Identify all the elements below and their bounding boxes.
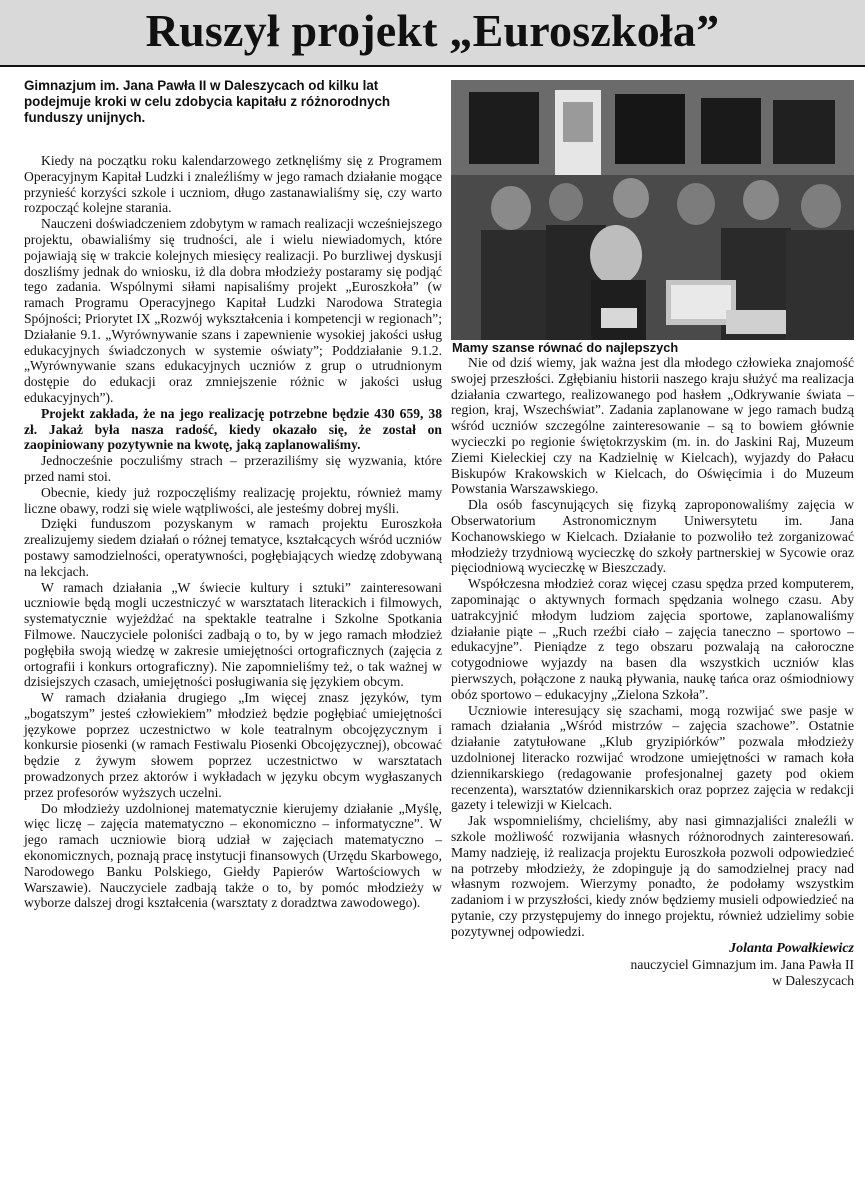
students-photo-image	[451, 80, 854, 340]
article-paragraph: Jednocześnie poczuliśmy strach – przeraziliśmy się wyzwania, które przed nami stoi.	[24, 453, 442, 484]
article-paragraph: Nie od dziś wiemy, jak ważna jest dla młodego człowieka znajomość swojej przeszłości. Zgłębianiu historii naszego kraju służyć ma realizacja działania czwartego, realizowanego pod hasłem „Odkrywanie świata – region, kraj, Wszechświat”. Zadania zaplanowane w jego ramach budzą wśród uczniów szczególne zainteresowanie – są to bowiem głównie wycieczki po regionie świętokrzyskim (m. in. do Jaskini Raj, Muzeum Ziemi Kieleckiej czy na Kadzielnię w Kielcach), wyjazdy do Pałacu Biskupów Krakowskich w Kielcach, do Oświęcimia i do Muzeum Powstania Warszawskiego.	[451, 355, 854, 497]
signature-block	[451, 941, 854, 988]
author-role: nauczyciel Gimnazjum im. Jana Pawła II	[630, 957, 854, 973]
right-column	[451, 355, 854, 989]
author-location: w Daleszycach	[772, 973, 854, 989]
photo-caption: Mamy szanse równać do najlepszych	[452, 340, 679, 355]
left-column	[24, 78, 442, 911]
article-lead: Gimnazjum im. Jana Pawła II w Daleszycach od kilku lat podejmuje kroki w celu zdobycia kapitału z różnorodnych funduszy unijnych.	[24, 78, 391, 125]
right-column-body	[451, 355, 854, 939]
article-headline: Ruszył projekt „Euroszkoła”	[0, 0, 865, 67]
author-name: Jolanta Powałkiewicz	[729, 941, 854, 957]
article-paragraph: Projekt zakłada, że na jego realizację potrzebne będzie 430 659, 38 zł. Jakaż była nasza radość, kiedy okazało się, że został on zaopiniowany pozytywnie na kwotę, jaką zaplanowaliśmy.	[24, 405, 442, 453]
article-paragraph: W ramach działania drugiego „Im więcej znasz języków, tym „bogatszym” jesteś człowiekiem” młodzież będzie pogłębiać umiejętności językowe poprzez uczestnictwo w kole teatralnym obcojęzycznym i konkursie piosenki (w ramach Festiwalu Piosenki Obcojęzycznej), obcować będzie z żywym słowem poprzez uczestnictwo w warsztatach prowadzonych przez aktorów i wykładach w języku obcym wygłaszanych przez profesorów wyższych uczelni.	[24, 690, 442, 800]
article-paragraph: Dla osób fascynujących się fizyką zaproponowaliśmy zajęcia w Obserwatorium Astronomicznym Uniwersytetu im. Jana Kochanowskiego w Kielcach. Działanie to pozwoliło też zorganizować młodzieży trzydniową wycieczkę do szkoły partnerskiej w Sycowie oraz pięciodniową wycieczkę w Bieszczady.	[451, 497, 854, 576]
article-paragraph: Uczniowie interesujący się szachami, mogą rozwijać swe pasje w ramach działania „Wśród mistrzów – zajęcia szachowe”. Ostatnie działanie zatytułowane „Klub gryzipiórków” pozwala młodzieży uzdolnionej literacko rozwijać wrodzone umiejętności w ramach koła dziennikarskiego (redagowanie profesjonalnej gazety pod okiem recenzenta), warsztatów dziennikarskich oraz poprzez zajęcia w redakcji gazety i telewizji w Kielcach.	[451, 702, 854, 813]
article-paragraph: Współczesna młodzież coraz więcej czasu spędza przed komputerem, zapominając o aktywnych formach spędzania wolnego czasu. Aby uatrakcyjnić młodym ludziom zajęcia sportowe, zaplanowaliśmy działanie piąte – „Ruch rzeźbi ciało – zajęcia taneczno – sportowo – edukacyjne”. Pieniądze z tego obszaru pozwalają na całoroczne cotygodniowe wyjazdy na basen dla wszystkich uczniów klas pierwszych, połączone z nauką pływania, naukę tańca oraz ośmiodniowy obóz sportowo – edukacyjny „Zielona Szkoła”.	[451, 576, 854, 702]
article-paragraph: Jak wspomnieliśmy, chcieliśmy, aby nasi gimnazjaliści znaleźli w szkole możliwość rozwijania własnych różnorodnych zainteresowań. Mamy nadzieję, iż realizacja projektu Euroszkoła pozwoli odpowiedzieć na potrzeby młodzieży, że zdopinguje ją do samodzielnej pracy nad własnym rozwojem. Wierzymy ponadto, że podołamy wszystkim zadaniom i w przyszłości, kiedy znów będziemy musieli odpowiedzieć na pytanie, czy przystępujemy do innego projektu, również udzielimy sobie pozytywnej odpowiedzi.	[451, 813, 854, 939]
article-paragraph: Kiedy na początku roku kalendarzowego zetknęliśmy się z Programem Operacyjnym Kapitał Ludzki i znaleźliśmy w jego ramach działanie mogące przynieść korzyści szkole i uczniom, długo zastanawialiśmy się, czy warto rozpocząć kolejne starania.	[24, 153, 442, 216]
article-paragraph: Do młodzieży uzdolnionej matematycznie kierujemy działanie „Myślę, więc liczę – zajęcia matematyczno – ekonomiczno – informatyczne”. W jego ramach uczniowie biorą udział w zajęciach matematyczno – ekonomicznych, poznają pracę instytucji finansowych (Urzędu Skarbowego, Narodowego Banku Polskiego, Giełdy Papierów Wartościowych w Warszawie). Nauczyciele zadbają także o to, by pomóc młodzieży w wyborze dalszej drogi kształcenia (warsztaty z doradztwa zawodowego).	[24, 800, 442, 911]
article-paragraph: W ramach działania „W świecie kultury i sztuki” zainteresowani uczniowie będą mogli uczestniczyć w warsztatach literackich i filmowych, systematycznie wyjeżdżać na spektakle teatralne i Szkolne Spotkania Filmowe. Nauczyciele poloniści zadbają o to, by w jego ramach młodzież pogłębiła swoją wiedzę w zakresie umiejętności ortograficznych (zajęcia z ortografii i konkurs ortograficzny). Nie zapomnieliśmy też, o tak ważnej w dzisiejszych czasach, umiejętności posługiwania się językiem obcym.	[24, 579, 442, 690]
article-paragraph: Dzięki funduszom pozyskanym w ramach projektu Euroszkoła zrealizujemy siedem działań o różnej tematyce, kształcących wśród uczniów postawy samodzielności, operatywności, pogłębiających wiedzę zdobywaną na lekcjach.	[24, 516, 442, 579]
article-paragraph: Obecnie, kiedy już rozpoczęliśmy realizację projektu, również mamy liczne obawy, rodzi się wiele wątpliwości, ale jesteśmy dobrej myśli.	[24, 484, 442, 516]
article-paragraph: Nauczeni doświadczeniem zdobytym w ramach realizacji wcześniejszego projektu, obawialiśmy się trudności, ale i wielu niewiadomych, które pojawiają się w trakcie kolejnych miesięcy realizacji. Po burzliwej dyskusji doszliśmy jednak do wniosku, iż dla dobra młodzieży postaramy się podjąć tego zadania. Wspólnymi siłami napisaliśmy projekt „Euroszkoła” (w ramach Programu Operacyjnego Kapitał Ludzki Narodowa Strategia Spójności; Priorytet IX „Rozwój wykształcenia i kompetencji w regionach”; Działanie 9.1. „Wyrównywanie szans i zapewnienie wysokiej jakości usług edukacyjnych świadczonych w systemie oświaty”; Poddziałanie 9.1.2. „Wyrównywanie szans edukacyjnych uczniów z grup o utrudnionym dostępie do edukacji oraz zmniejszenie różnic w jakości usług edukacyjnych”).	[24, 216, 442, 405]
left-column-body	[24, 153, 442, 911]
article-photo	[451, 80, 854, 340]
